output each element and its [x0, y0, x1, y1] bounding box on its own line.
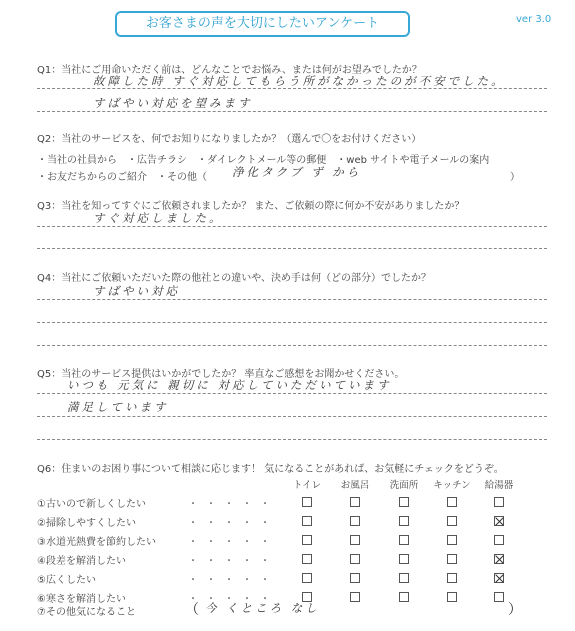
q2-other-answer: 浄化タクブ ず から	[232, 165, 362, 179]
q6-checkbox-bath[interactable]	[350, 573, 360, 583]
q3-answer-rule-2	[37, 248, 547, 249]
q5-answer-line-2: 満足しています	[67, 400, 169, 414]
q5-answer-line-1: いつも 元気に 親切に 対応していただいています	[67, 378, 392, 392]
q2-options-row-2: ・お友だちからのご紹介 ・その他（	[37, 172, 207, 183]
q6-checkbox-washroom[interactable]	[399, 497, 409, 507]
q6-checkbox-water-heater[interactable]	[494, 497, 504, 507]
q6-row-leader-dots: ・・・・・	[188, 537, 278, 548]
q6-checkbox-washroom[interactable]	[399, 516, 409, 526]
q6-checkbox-washroom[interactable]	[399, 573, 409, 583]
q1-answer-line-2: すばやい対応を望みます	[93, 96, 253, 110]
q6-row-leader-dots: ・・・・・	[188, 594, 278, 605]
q6-row-label: ⑤広くしたい	[37, 575, 96, 586]
q6-checkbox-kitchen[interactable]	[447, 573, 457, 583]
q1-question: Q1：当社にご用命いただく前は、どんなことでお悩み、または何がお望みでしたか？	[37, 65, 422, 76]
q1-answer-rule-1	[37, 88, 547, 89]
q4-answer-rule-2	[37, 322, 547, 323]
q3-answer-line-1: すぐ対応しました。	[93, 211, 224, 225]
q5-answer-rule-1	[37, 393, 547, 394]
q6-checkbox-bath[interactable]	[350, 497, 360, 507]
q6-checkbox-washroom[interactable]	[399, 554, 409, 564]
q6-question: Q6：住まいのお困り事について相談に応じます！ 気になることがあれば、お気軽にチェックをどうぞ。	[37, 464, 504, 475]
col-header-water-heater: 給湯器	[484, 480, 514, 491]
col-header-washroom: 洗面所	[389, 480, 419, 491]
q6-checkbox-bath[interactable]	[350, 516, 360, 526]
col-header-kitchen: キッチン	[433, 480, 471, 491]
q5-answer-rule-2	[37, 416, 547, 417]
q1-answer-rule-2	[37, 111, 547, 112]
q6-checkbox-kitchen[interactable]	[447, 592, 457, 602]
q6-other-answer: 今 くところ なし	[205, 601, 320, 615]
q4-answer-line-1: すばやい対応	[93, 284, 180, 298]
q6-checkbox-kitchen[interactable]	[447, 497, 457, 507]
q2-options-row-1: ・当社の社員から ・広告チラシ ・ダイレクトメール等の郵便 ・web サイトや電子メールの案内	[37, 155, 490, 166]
q6-checkbox-toilet[interactable]	[302, 573, 312, 583]
q6-checkbox-bath[interactable]	[350, 554, 360, 564]
version-label: ver 3.0	[516, 14, 552, 25]
q6-checkbox-water-heater[interactable]	[494, 592, 504, 602]
q6-row-label: ②掃除しやすくしたい	[37, 518, 136, 529]
q3-question: Q3：当社を知ってすぐにご依頼されましたか？ また、ご依頼の際に何か不安がありましたか？	[37, 201, 465, 212]
q1-answer-line-1: 故障した時 すぐ対応してもらう所がなかったのが不安でした。	[93, 74, 506, 88]
q6-row-leader-dots: ・・・・・	[188, 575, 278, 586]
col-header-bath: お風呂	[340, 480, 370, 491]
q6-row-label: ④段差を解消したい	[37, 556, 126, 567]
q6-row-leader-dots: ・・・・・	[188, 499, 278, 510]
q6-row-leader-dots: ・・・・・	[188, 556, 278, 567]
q6-checkbox-kitchen[interactable]	[447, 516, 457, 526]
q6-checkbox-toilet[interactable]	[302, 554, 312, 564]
q6-row-leader-dots: ・・・・・	[188, 518, 278, 529]
q5-answer-rule-3	[37, 439, 547, 440]
q5-question: Q5：当社のサービス提供はいかがでしたか？ 率直なご感想をお聞かせください。	[37, 369, 405, 380]
q6-row-label: ①古いので新しくしたい	[37, 499, 146, 510]
q6-checkbox-toilet[interactable]	[302, 497, 312, 507]
q4-answer-rule-1	[37, 299, 547, 300]
q3-answer-rule-1	[37, 226, 547, 227]
q6-checkbox-water-heater[interactable]	[494, 573, 504, 583]
q6-other-open-paren: （	[185, 602, 199, 618]
col-header-toilet: トイレ	[292, 480, 322, 491]
q2-question: Q2：当社のサービスを、何でお知りになりましたか？（選んで〇をお付けください）	[37, 134, 422, 145]
q2-close-paren: ）	[510, 172, 520, 183]
q6-checkbox-water-heater[interactable]	[494, 554, 504, 564]
q6-row-label: ③水道光熱費を節約したい	[37, 537, 156, 548]
q6-checkbox-kitchen[interactable]	[447, 535, 457, 545]
q6-checkbox-toilet[interactable]	[302, 516, 312, 526]
q6-other-close-paren: ）	[508, 602, 522, 618]
q6-checkbox-water-heater[interactable]	[494, 516, 504, 526]
q6-checkbox-washroom[interactable]	[399, 535, 409, 545]
q4-question: Q4：当社にご依頼いただいた際の他社との違いや、決め手は何（どの部分）でしたか？	[37, 273, 432, 284]
q6-checkbox-kitchen[interactable]	[447, 554, 457, 564]
q6-checkbox-bath[interactable]	[350, 592, 360, 602]
survey-title: お客さまの声を大切にしたいアンケート	[115, 11, 410, 37]
q6-checkbox-bath[interactable]	[350, 535, 360, 545]
q6-checkbox-water-heater[interactable]	[494, 535, 504, 545]
q6-other-label: ⑦その他気になること	[37, 607, 136, 618]
q4-answer-rule-3	[37, 345, 547, 346]
q6-checkbox-toilet[interactable]	[302, 535, 312, 545]
q6-checkbox-washroom[interactable]	[399, 592, 409, 602]
q6-row-label: ⑥寒さを解消したい	[37, 594, 126, 605]
